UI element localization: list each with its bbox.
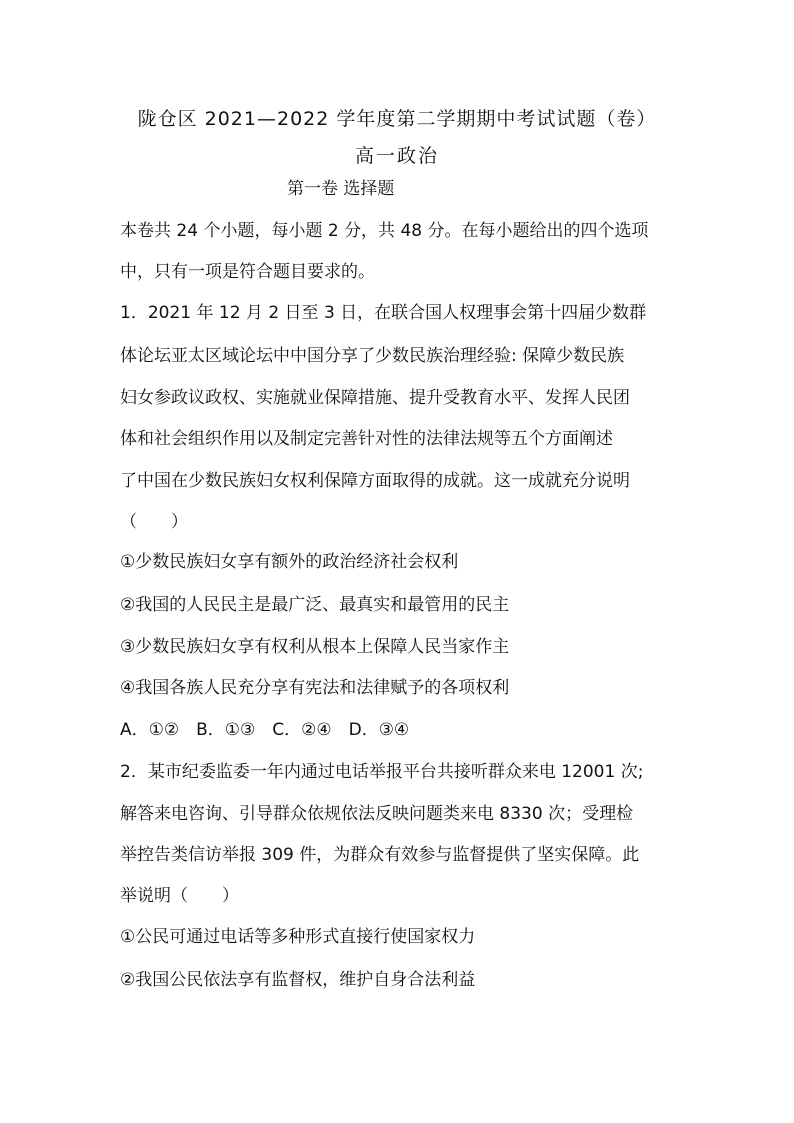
- question-1-stem: 1．2021 年 12 月 2 日至 3 日，在联合国人权理事会第十四届少数群: [120, 303, 647, 323]
- question-2-option: ②我国公民依法享有监督权，维护自身合法利益: [120, 970, 476, 990]
- question-2-option: ①公民可通过电话等多种形式直接行使国家权力: [120, 927, 476, 947]
- question-1-stem: 体论坛亚太区域论坛中中国分享了少数民族治理经验: 保障少数民族: [120, 346, 625, 366]
- question-1-stem: 妇女参政议政权、实施就业保障措施、提升受教育水平、发挥人民团: [120, 388, 630, 408]
- question-2-stem: 举控告类信访举报 309 件，为群众有效参与监督提供了坚实保障。此: [120, 845, 640, 865]
- question-2-stem: 解答来电咨询、引导群众依规依法反映问题类来电 8330 次；受理检: [120, 804, 634, 824]
- exam-subject: 高一政治: [354, 145, 439, 167]
- question-1-blank: （ ）: [120, 512, 188, 532]
- question-2-stem: 举说明（ ）: [120, 886, 239, 906]
- question-1-option: ②我国的人民民主是最广泛、最真实和最管用的民主: [120, 595, 510, 615]
- question-1-stem: 体和社会组织作用以及制定完善针对性的法律法规等五个方面阐述: [120, 429, 613, 449]
- question-1-option: ④我国各族人民充分享有宪法和法律赋予的各项权利: [120, 678, 510, 698]
- question-1-option: ①少数民族妇女享有额外的政治经济社会权利: [120, 552, 459, 572]
- question-1-choices: A．①② B．①③ C．②④ D．③④: [120, 720, 410, 740]
- section-heading: 第一卷 选择题: [287, 179, 395, 199]
- exam-title: 陇仓区 2021—2022 学年度第二学期期中考试试题（卷）: [137, 108, 657, 130]
- instructions-line: 本卷共 24 个小题，每小题 2 分，共 48 分。在每小题给出的四个选项: [120, 221, 649, 241]
- instructions-line: 中，只有一项是符合题目要求的。: [120, 262, 375, 282]
- question-1-stem: 了中国在少数民族妇女权利保障方面取得的成就。这一成就充分说明: [120, 471, 630, 491]
- question-2-stem: 2．某市纪委监委一年内通过电话举报平台共接听群众来电 12001 次;: [120, 762, 644, 782]
- question-1-option: ③少数民族妇女享有权利从根本上保障人民当家作主: [120, 637, 510, 657]
